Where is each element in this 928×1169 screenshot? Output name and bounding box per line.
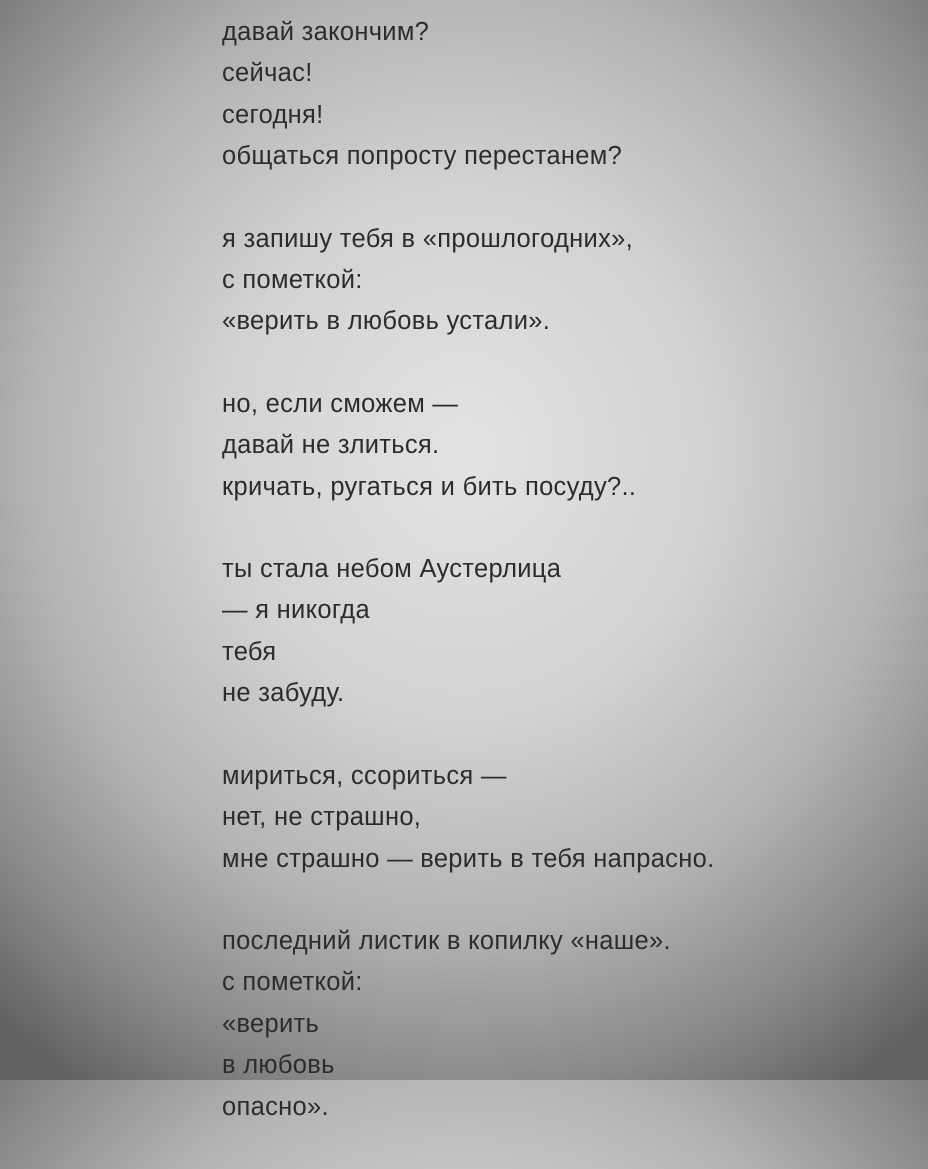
poem-line: — я никогда	[222, 596, 370, 625]
stanza-5	[222, 756, 862, 880]
poem-text	[222, 12, 862, 1169]
poem-line: мириться, ссориться —	[222, 761, 507, 790]
poem-line: давай закончим?	[222, 18, 430, 46]
poem-line: тебя	[222, 637, 277, 666]
poem-line: «верить в любовь устали».	[222, 307, 551, 336]
poem-line: кричать, ругаться и бить посуду?..	[222, 472, 637, 501]
poem-line: опасно».	[222, 1092, 329, 1121]
poem-line: общаться попросту перестанем?	[222, 142, 623, 171]
stanza-1	[222, 12, 862, 178]
poem-line: с пометкой:	[222, 968, 363, 997]
poem-line: сейчас!	[222, 59, 313, 88]
poem-line: последний листик в копилку «наше».	[222, 926, 671, 955]
poem-line: мне страшно — верить в тебя напрасно.	[222, 844, 715, 873]
poem-line: сегодня!	[222, 100, 324, 129]
poem-line: я запишу тебя в «прошлогодних»,	[222, 224, 634, 253]
poem-line: «верить	[222, 1009, 320, 1038]
stanza-3	[222, 384, 862, 508]
stanza-6	[222, 921, 862, 1128]
stanza-2	[222, 219, 862, 343]
poem-line: давай не злиться.	[222, 431, 440, 460]
poem-line: в любовь	[222, 1051, 335, 1080]
poem-line: но, если сможем —	[222, 389, 459, 418]
poem-line: ты стала небом Аустерлица	[222, 555, 562, 584]
poem-line: не забуду.	[222, 679, 345, 708]
poem-line: с пометкой:	[222, 266, 363, 295]
poem-line: нет, не страшно,	[222, 803, 422, 832]
stanza-4	[222, 549, 862, 715]
